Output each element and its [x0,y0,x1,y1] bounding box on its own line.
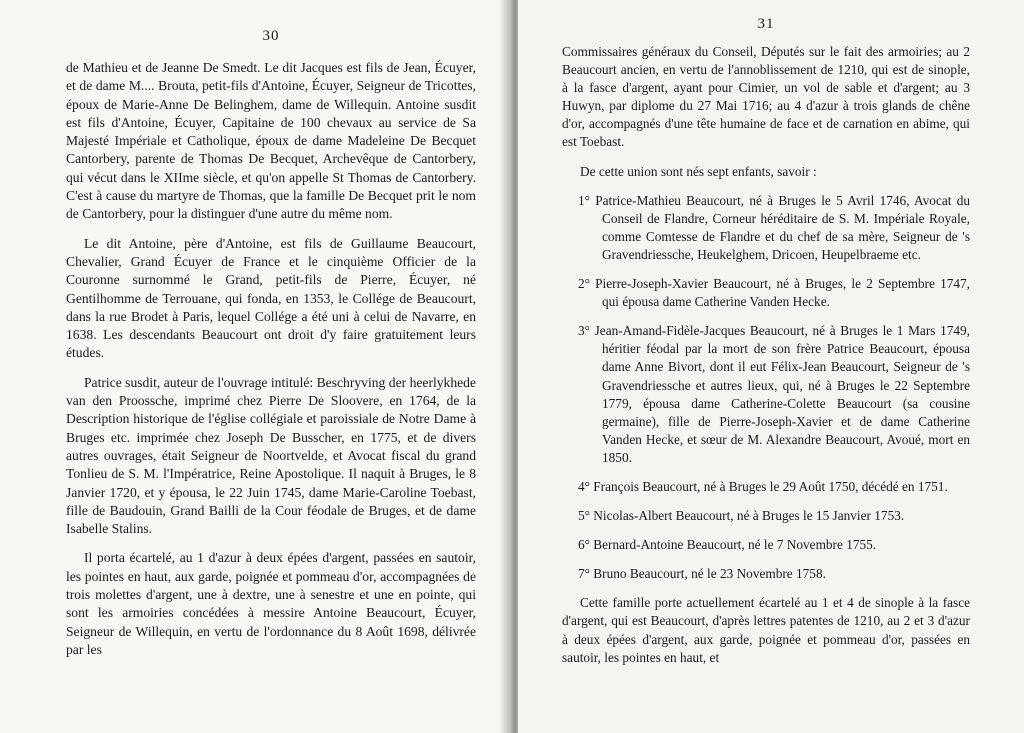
child-entry: 3° Jean-Amand-Fidèle-Jacques Beaucourt, né à Bruges le 1 Mars 1749, héritier féodal par la mort de son frère Patrice Beaucourt, épousa dame Anne Bivort, dont il eut Félix-Jean Beaucourt, Seigneur de 's Gravendriessche et autres lieux, qui, né à Bruges le 22 Septembre 1779, épousa dame Catherine-Colette Beaucourt (sa cousine germaine), fille de Pierre-Joseph-Xavier et de dame Catherine Vanden Hecke, et sœur de M. Alexandre Beaucourt, Avoué, mort en 1850. [578,323,970,465]
right-page [518,0,1024,733]
page-number-right: 31 [757,16,775,32]
paragraph: Patrice susdit, auteur de l'ouvrage intitulé: Beschryving der heerlykhede van den Proossche, imprimé chez Pierre De Sloovere, en 1764, de la Description historique de l'église collégiale et paroissiale de Notre Dame à Bruges etc. imprimée chez Joseph De Busscher, en 1775, et de divers autres ouvrages, était Seigneur de Noortvelde, et Avocat fiscal du grand Tonlieu de S. M. l'Impératrice, Reine Apostolique. Il naquit à Bruges, le 8 Janvier 1720, et y épousa, le 22 Juin 1745, dame Marie-Caroline Toebast, fille de Baudouin, Grand Bailli de la Cour féodale de Bruges, et de dame Isabelle Stalins. [66,374,476,537]
paragraph: Commissaires généraux du Conseil, Députés sur le fait des armoiries; au 2 Beaucourt ancien, en vertu de l'annoblissement de 1210, qui est de sinople, à la fasce d'argent, ayant pour Cimier, un vol de sable et d'argent; au 3 Huwyn, par diplome du 27 Mai 1716; au 4 d'azur à trois glands de chêne d'or, accompagnés d'une tête humaine de face et de carnation en abime, qui est Toebast. [562,44,970,150]
child-entry: 6° Bernard-Antoine Beaucourt, né le 7 Novembre 1755. [578,537,877,553]
paragraph: de Mathieu et de Jeanne De Smedt. Le dit Jacques est fils de Jean, Écuyer, et de dame M.... Brouta, petit-fils d'Antoine, Écuyer, Seigneur de Tricottes, époux de Marie-Anne De Belinghem, dame de Willequin. Antoine susdit est fils d'Antoine, Écuyer, Capitaine de 100 chevaux au service de Sa Majesté Impériale et Catholique, époux de dame Madeleine De Becquet Cantorbery, parente de Thomas De Becquet, Archevêque de Cantorbery, qui vécut dans le XIIme siècle, et qu'on appelle St Thomas de Cantorbery. C'est à cause du martyre de Thomas, que la famille De Becquet prit le nom de Cantorbery, pour la distinguer d'une autre du même nom. [66,60,476,222]
child-entry: 2° Pierre-Joseph-Xavier Beaucourt, né à Bruges, le 2 Septembre 1747, qui épousa dame Catherine Vanden Hecke. [578,276,970,310]
paragraph: Cette famille porte actuellement écartelé au 1 et 4 de sinople à la fasce d'argent, qui est Beaucourt, d'après lettres patentes de 1210, au 2 et 3 d'azur à deux épées d'argent, aux garde, poignée et pommeau d'or, passées en sautoir, les pointes en haut, et [562,595,970,665]
paragraph: De cette union sont nés sept enfants, savoir : [580,163,817,179]
paragraph: Le dit Antoine, père d'Antoine, est fils de Guillaume Beaucourt, Chevalier, Grand Écuyer de France et le cinquième Officier de la Couronne surnommé le Grand, petit-fils de Pierre, Écuyer, né Gentilhomme de Terrouane, qui fonda, en 1353, le Collége de Beaucourt, dans la rue Brodet à Paris, lequel Collége a été uni à celui de Navarre, en 1638. Les descendants Beaucourt ont droit d'y faire gratuitement leurs études. [66,235,476,361]
child-entry: 4° François Beaucourt, né à Bruges le 29 Août 1750, décédé en 1751. [578,478,948,494]
left-page [0,0,506,733]
child-entry: 7° Bruno Beaucourt, né le 23 Novembre 1758. [578,566,826,582]
paragraph: Il porta écartelé, au 1 d'azur à deux épées d'argent, passées en sautoir, les pointes en haut, aux garde, poignée et pommeau d'or, accompagnées de trois molettes d'argent, une à dextre, une à senestre et une en pointe, qui sont les armoiries concédées à messire Antoine Beaucourt, Écuyer, Seigneur de Willequin, en vertu de l'ordonnance du 8 Août 1698, délivrée par les [66,550,476,657]
child-entry: 1° Patrice-Mathieu Beaucourt, né à Bruges le 5 Avril 1746, Avocat du Conseil de Flandre, Corneur héréditaire de S. M. Impériale Royale, comme Comtesse de Flandre et du chef de sa mère, Seigneur de 's Gravendriessche, Heukelghem, Dricoen, Heupelbraeme etc. [578,192,970,262]
child-entry: 5° Nicolas-Albert Beaucourt, né à Bruges le 15 Janvier 1753. [578,508,905,524]
page-number-left: 30 [262,28,280,44]
